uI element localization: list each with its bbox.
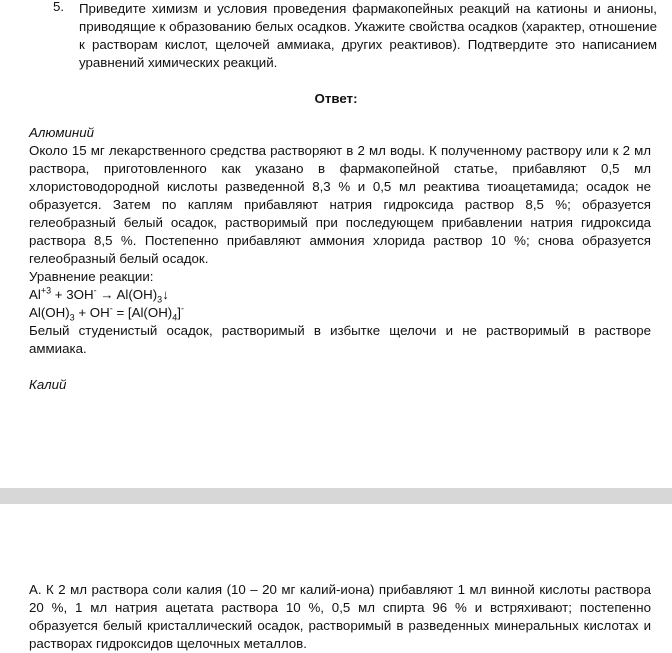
document-page-2	[0, 504, 672, 653]
aluminium-paragraph: Около 15 мг лекарственного средства растворяют в 2 мл воды. К полученному раствору или к 2 мл раствора, приготовленного как указано в фармакопейной статье, прибавляют 0,5 мл хлористоводородной кислоты разведенной 8,3 % и 0,5 мл реактива тиоацетамида; осадок не образуется. Затем по каплям прибавляют натрия гидроксида раствор 8,5 %; образуется гелеобразный белый осадок, растворимый при последующем прибавлении натрия гидроксида раствора 8,5 %. Постепенно прибавляют аммония хлорида раствор 10 %; снова образуется гелеобразный белый осадок.	[29, 143, 651, 266]
question-number: 5.	[53, 0, 65, 14]
potassium-heading: Калий	[29, 377, 67, 392]
aluminium-conclusion: Белый студенистый осадок, растворимый в избытке щелочи и не растворимый в растворе аммиака.	[29, 323, 651, 356]
equation-2: $Al(OH)_3 + OH^- = [Al(OH)_4]^-$	[29, 303, 184, 323]
question-item	[53, 0, 657, 72]
precipitate-arrow: ↓	[162, 287, 169, 302]
question-text: Приведите химизм и условия проведения фармакопейных реакций на катионы и анионы, приводящие к образованию белых осадков. Укажите свойства осадков (характер, отношение к растворам кислот, щелочей аммиака, других реактивов). Подтвердите это написанием уравнений химических реакций.	[79, 1, 657, 70]
equation-1: $Al^{+3} + 3OH^-$ → $Al(OH)_3↓$	[29, 285, 169, 305]
aluminium-section	[29, 124, 651, 358]
aluminium-heading: Алюминий	[29, 125, 94, 140]
page-separator	[0, 488, 672, 504]
equation-label: Уравнение реакции:	[29, 269, 154, 284]
potassium-paragraph-a: А. К 2 мл раствора соли калия (10 – 20 мг калий-иона) прибавляют 1 мл винной кислоты раствора 20 %, 1 мл натрия ацетата раствора 10 %, 0,5 мл спирта 96 % и встряхивают; постепенно образуется белый кристаллический осадок, растворимый в разведенных минеральных кислотах и растворах гидроксидов щелочных металлов.	[29, 582, 651, 651]
answer-label: Ответ:	[314, 91, 358, 106]
